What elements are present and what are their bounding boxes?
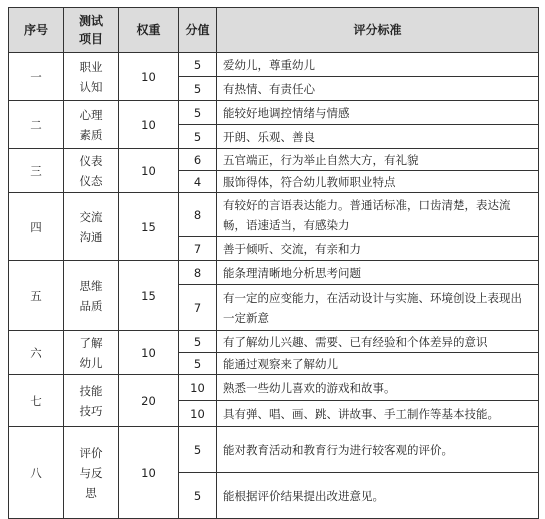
score-cell: 5 bbox=[179, 101, 217, 125]
header-item-line2: 项目 bbox=[78, 32, 103, 46]
item-name-line: 思 bbox=[85, 485, 97, 500]
item-name-cell bbox=[64, 427, 119, 519]
seq-cell: 一 bbox=[9, 53, 64, 101]
score-cell: 7 bbox=[179, 237, 217, 261]
weight-cell: 10 bbox=[119, 101, 179, 149]
table-row bbox=[9, 261, 539, 285]
table-row bbox=[9, 53, 539, 77]
score-cell: 5 bbox=[179, 331, 217, 353]
header-item-line1: 测试 bbox=[78, 14, 103, 28]
criterion-cell: 能条理清晰地分析思考问题 bbox=[217, 261, 539, 285]
item-name-cell bbox=[64, 101, 119, 149]
weight-cell: 15 bbox=[119, 261, 179, 331]
item-name-line: 与反 bbox=[79, 465, 103, 480]
item-name-line: 素质 bbox=[79, 127, 103, 142]
criterion-cell: 具有弹、唱、画、跳、讲故事、手工制作等基本技能。 bbox=[217, 401, 539, 427]
item-name-line: 评价 bbox=[79, 445, 103, 460]
criterion-cell: 爱幼儿，尊重幼儿 bbox=[217, 53, 539, 77]
criterion-cell: 开朗、乐观、善良 bbox=[217, 125, 539, 149]
score-cell: 5 bbox=[179, 353, 217, 375]
score-cell: 7 bbox=[179, 285, 217, 331]
item-name-cell bbox=[64, 331, 119, 375]
criterion-cell: 熟悉一些幼儿喜欢的游戏和故事。 bbox=[217, 375, 539, 401]
item-name-line: 交流 bbox=[79, 209, 103, 224]
seq-cell: 八 bbox=[9, 427, 64, 519]
table-body bbox=[9, 53, 539, 519]
score-cell: 8 bbox=[179, 261, 217, 285]
weight-cell: 10 bbox=[119, 149, 179, 193]
seq-cell: 五 bbox=[9, 261, 64, 331]
seq-cell: 六 bbox=[9, 331, 64, 375]
weight-cell: 10 bbox=[119, 53, 179, 101]
criterion-cell: 有热情、有责任心 bbox=[217, 77, 539, 101]
score-cell: 4 bbox=[179, 171, 217, 193]
scoring-table bbox=[8, 7, 539, 519]
criterion-cell: 能对教育活动和教育行为进行较客观的评价。 bbox=[217, 427, 539, 473]
item-name-line: 技巧 bbox=[79, 403, 103, 418]
criterion-cell: 善于倾听、交流，有亲和力 bbox=[217, 237, 539, 261]
item-name-line: 思维 bbox=[79, 278, 103, 293]
criterion-cell: 有较好的言语表达能力。普通话标准，口齿清楚，表达流畅，语速适当，有感染力 bbox=[217, 193, 539, 237]
header-weight: 权重 bbox=[119, 8, 179, 53]
criterion-cell: 服饰得体，符合幼儿教师职业特点 bbox=[217, 171, 539, 193]
header-standard: 评分标准 bbox=[217, 8, 539, 53]
item-name-cell bbox=[64, 193, 119, 261]
score-cell: 5 bbox=[179, 427, 217, 473]
item-name-cell bbox=[64, 53, 119, 101]
seq-cell: 三 bbox=[9, 149, 64, 193]
score-cell: 10 bbox=[179, 401, 217, 427]
table-row bbox=[9, 331, 539, 353]
item-name-cell bbox=[64, 149, 119, 193]
weight-cell: 10 bbox=[119, 331, 179, 375]
header-row bbox=[9, 8, 539, 53]
item-name-line: 了解 bbox=[79, 335, 103, 350]
table-row bbox=[9, 149, 539, 171]
criterion-cell: 五官端正，行为举止自然大方，有礼貌 bbox=[217, 149, 539, 171]
criterion-cell: 有了解幼儿兴趣、需要、已有经验和个体差异的意识 bbox=[217, 331, 539, 353]
item-name-line: 技能 bbox=[79, 383, 103, 398]
item-name-line: 认知 bbox=[79, 79, 103, 94]
item-name-line: 仪态 bbox=[79, 173, 103, 188]
table-row bbox=[9, 427, 539, 473]
seq-cell: 七 bbox=[9, 375, 64, 427]
score-cell: 10 bbox=[179, 375, 217, 401]
seq-cell: 二 bbox=[9, 101, 64, 149]
header-item bbox=[64, 8, 119, 53]
item-name-cell bbox=[64, 261, 119, 331]
score-cell: 8 bbox=[179, 193, 217, 237]
criterion-cell: 能较好地调控情绪与情感 bbox=[217, 101, 539, 125]
seq-cell: 四 bbox=[9, 193, 64, 261]
weight-cell: 10 bbox=[119, 427, 179, 519]
score-cell: 5 bbox=[179, 473, 217, 519]
item-name-line: 沟通 bbox=[79, 229, 103, 244]
criterion-cell: 能通过观察来了解幼儿 bbox=[217, 353, 539, 375]
weight-cell: 20 bbox=[119, 375, 179, 427]
header-seq: 序号 bbox=[9, 8, 64, 53]
item-name-line: 心理 bbox=[79, 107, 103, 122]
table-row bbox=[9, 193, 539, 237]
weight-cell: 15 bbox=[119, 193, 179, 261]
item-name-line: 职业 bbox=[79, 59, 103, 74]
score-cell: 5 bbox=[179, 77, 217, 101]
criterion-cell: 有一定的应变能力，在活动设计与实施、环境创设上表现出一定新意 bbox=[217, 285, 539, 331]
score-cell: 5 bbox=[179, 53, 217, 77]
item-name-line: 仪表 bbox=[79, 153, 103, 168]
table-row bbox=[9, 375, 539, 401]
item-name-line: 幼儿 bbox=[79, 355, 103, 370]
score-cell: 6 bbox=[179, 149, 217, 171]
score-cell: 5 bbox=[179, 125, 217, 149]
header-score: 分值 bbox=[179, 8, 217, 53]
item-name-line: 品质 bbox=[79, 298, 103, 313]
item-name-cell bbox=[64, 375, 119, 427]
table-row bbox=[9, 101, 539, 125]
criterion-cell: 能根据评价结果提出改进意见。 bbox=[217, 473, 539, 519]
